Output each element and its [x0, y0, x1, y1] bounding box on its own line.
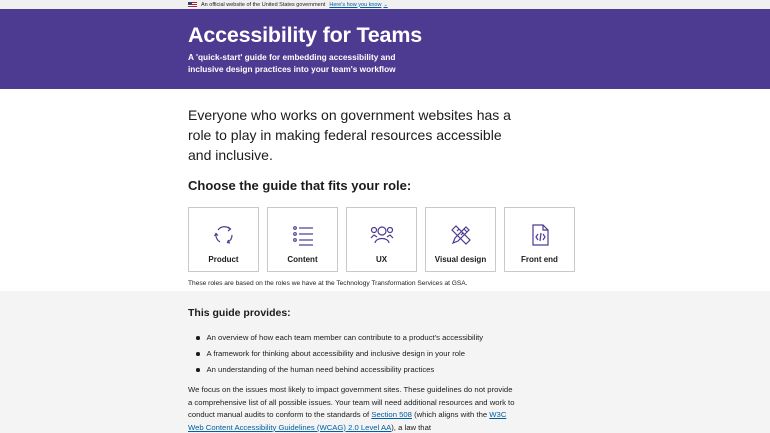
banner-text: An official website of the United States government [201, 1, 326, 8]
gov-banner [0, 0, 770, 9]
list-icon [289, 221, 317, 249]
para-text-3: ), a law that [391, 422, 431, 432]
role-card-ux[interactable] [346, 207, 417, 272]
role-label-product: Product [208, 255, 239, 264]
intro-section [0, 89, 770, 291]
list-item [196, 346, 770, 362]
role-cards [188, 207, 770, 272]
choose-guide-heading: Choose the guide that fits your role: [188, 178, 412, 193]
section-508-link[interactable]: Section 508 [371, 410, 412, 419]
para-text-1: We focus on the issues most likely to impact government sites. These guidelines do not provide a comprehensive list of all possible issues. Your team will need additional resources and work to conduct manual audits to conform to the standards of [188, 385, 515, 419]
code-file-icon [526, 221, 554, 249]
guide-paragraph [188, 384, 518, 433]
list-item [196, 330, 770, 346]
role-label-ux: UX [375, 255, 388, 264]
chevron-down-icon: ⌄ [383, 1, 388, 8]
heres-how-you-know-label: Here's how you know [329, 1, 382, 8]
bullet-icon [196, 368, 200, 372]
role-card-visual-design[interactable] [425, 207, 496, 272]
list-item-text: An overview of how each team member can contribute to a product's accessibility [206, 333, 484, 342]
wcag-link[interactable]: W3C Web Content Accessibility Guidelines (WCAG) 2.0 Level AA [188, 410, 507, 432]
role-label-content: Content [287, 255, 318, 264]
page-subtitle: A 'quick-start' guide for embedding accessibility and inclusive design practices into your team's workflow [188, 52, 396, 74]
pencil-ruler-icon [447, 221, 475, 249]
list-item [196, 362, 770, 378]
users-icon [368, 221, 396, 249]
role-card-content[interactable] [267, 207, 338, 272]
list-item-text: A framework for thinking about accessibility and inclusive design in your role [206, 349, 466, 358]
hero [0, 9, 770, 89]
para-text-2: (which aligns with the [411, 410, 490, 419]
page-title: Accessibility for Teams [188, 23, 422, 47]
role-card-product[interactable] [188, 207, 259, 272]
bullet-icon [196, 336, 200, 340]
role-label-front-end: Front end [521, 255, 558, 264]
list-item-text: An understanding of the human need behind accessibility practices [206, 365, 435, 374]
us-flag-icon [188, 2, 197, 8]
roles-note: These roles are based on the roles we have at the Technology Transformation Services at GSA. [188, 280, 468, 287]
role-label-visual-design: Visual design [434, 255, 487, 264]
bullet-icon [196, 352, 200, 356]
lead-text: Everyone who works on government websites has a role to play in making federal resources accessible and inclusive. [188, 107, 511, 163]
role-card-front-end[interactable] [504, 207, 575, 272]
heres-how-you-know-link[interactable] [329, 2, 387, 8]
guide-heading: This guide provides: [188, 307, 291, 319]
guide-section [0, 291, 770, 433]
guide-list [188, 330, 770, 378]
cycle-icon [210, 221, 238, 249]
